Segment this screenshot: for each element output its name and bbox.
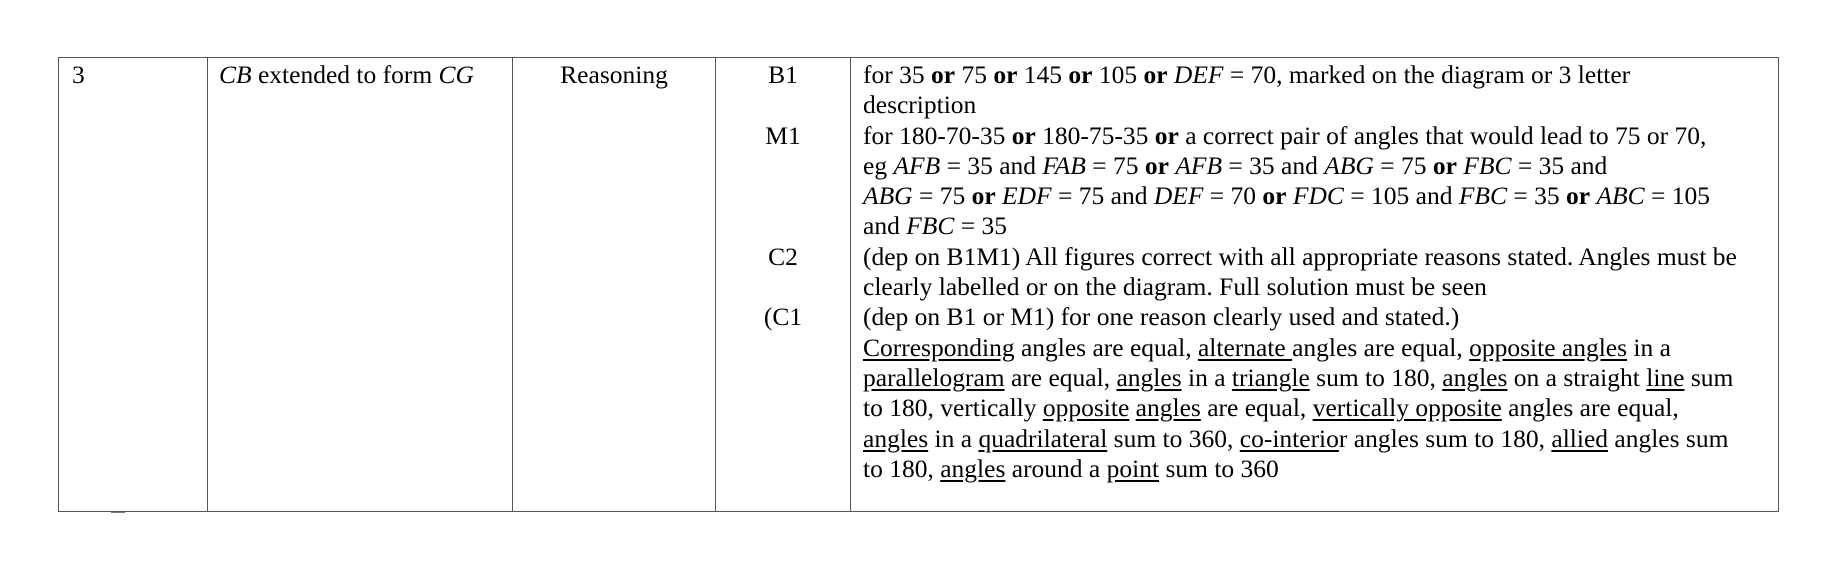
note-line <box>863 454 1775 484</box>
note-segment: for 180-70-35 <box>863 120 1012 150</box>
note-segment: = 35 <box>954 211 1008 241</box>
note-segment: sum to 360 <box>1159 453 1279 483</box>
note-segment: sum to 180, <box>1309 362 1443 392</box>
note-segment: or <box>1011 120 1036 150</box>
note-segment: parallelogram <box>863 362 1005 392</box>
note-segment: FBC <box>1458 181 1507 211</box>
note-segment: and <box>863 211 907 241</box>
answer-cell <box>219 60 509 90</box>
note-segment: are equal, <box>1004 362 1117 392</box>
note-segment: vertically opposite <box>1312 393 1502 423</box>
note-segment: or <box>1143 60 1168 89</box>
note-segment: angles are equal, <box>1501 393 1679 423</box>
mark-code: (C1 <box>763 302 803 332</box>
note-segment: a correct pair of angles that would lead to 75 or 70, <box>1178 120 1707 150</box>
note-line <box>863 302 1775 332</box>
note-segment: angles sum <box>1608 423 1729 453</box>
note-segment: or <box>1566 181 1591 211</box>
note-segment: or <box>993 60 1018 89</box>
note-segment: angles <box>1116 362 1182 392</box>
note-line <box>863 121 1775 151</box>
note-segment: FDC <box>1292 181 1344 211</box>
note-segment: or <box>930 60 956 89</box>
note-segment: angles <box>940 453 1006 483</box>
note-segment: clearly labelled or on the diagram. Full solution must be seen <box>863 272 1487 302</box>
note-segment: in a <box>1627 332 1671 362</box>
note-line <box>863 90 1775 120</box>
note-segment: to 180, vertically <box>863 393 1043 423</box>
note-segment: or <box>1154 120 1179 150</box>
mark-code: B1 <box>768 60 798 89</box>
note-segment: = 75 <box>1373 150 1433 180</box>
note-segment: or <box>1068 60 1093 89</box>
note-segment: AFB <box>893 150 941 180</box>
mark-code: C2 <box>768 241 798 271</box>
column-divider <box>715 58 716 511</box>
note-segment: DEF <box>1173 60 1224 89</box>
answer-segment: CB <box>219 60 252 89</box>
note-segment: to 180, <box>863 453 941 483</box>
note-segment: description <box>863 90 977 120</box>
note-segment: sum to 360, <box>1107 423 1240 453</box>
note-line <box>863 181 1775 211</box>
note-segment: r angles sum to 180, <box>1338 423 1552 453</box>
note-segment: ABG <box>863 181 913 211</box>
note-segment: FBC <box>906 211 955 241</box>
note-segment: opposite <box>1042 393 1130 423</box>
note-segment: = 75 <box>912 181 972 211</box>
note-segment: DEF <box>1153 181 1204 211</box>
note-segment: = 70 <box>1203 181 1263 211</box>
note-segment: = 35 and <box>940 150 1043 180</box>
note-segment: EDF <box>1002 181 1052 211</box>
mark-scheme-table <box>58 57 1779 512</box>
note-segment: or <box>971 181 996 211</box>
note-segment: = 70, marked on the diagram or 3 letter <box>1223 60 1631 89</box>
note-segment: = 105 <box>1644 181 1711 211</box>
note-segment: or <box>1432 150 1457 180</box>
note-segment: 75 <box>955 60 994 89</box>
note-segment: angles <box>1442 362 1508 392</box>
note-segment: (dep on B1 or M1) for one reason clearly used and stated.) <box>863 302 1460 332</box>
note-line <box>863 363 1775 393</box>
note-segment: line <box>1646 362 1685 392</box>
note-segment: = 35 <box>1507 181 1567 211</box>
note-segment: ABC <box>1596 181 1645 211</box>
note-segment: or <box>1262 181 1287 211</box>
note-segment: alternate <box>1197 332 1293 362</box>
note-segment: opposite angles <box>1469 332 1628 362</box>
note-segment: point <box>1106 453 1160 483</box>
note-line <box>863 211 1775 241</box>
note-segment: FBC <box>1463 150 1512 180</box>
note-segment: sum <box>1684 362 1734 392</box>
note-segment: ABG <box>1324 150 1374 180</box>
note-segment: = 75 and <box>1051 181 1154 211</box>
note-segment: co-interio <box>1239 423 1339 453</box>
note-segment: are equal, <box>1200 393 1313 423</box>
note-segment: allied <box>1551 423 1609 453</box>
note-segment: in a <box>1181 362 1232 392</box>
note-line <box>863 151 1775 181</box>
note-segment: angles <box>1135 393 1201 423</box>
note-segment: Corresponding <box>863 332 1015 362</box>
answer-segment: CG <box>438 60 474 89</box>
note-segment: around a <box>1005 453 1107 483</box>
note-segment: AFB <box>1175 150 1223 180</box>
note-segment: = 35 and <box>1511 150 1608 180</box>
note-segment: 105 <box>1092 60 1144 89</box>
note-line <box>863 424 1775 454</box>
note-segment: = 105 and <box>1343 181 1459 211</box>
note-segment: = 75 <box>1085 150 1145 180</box>
note-segment: 180-75-35 <box>1035 120 1155 150</box>
column-divider <box>512 58 513 511</box>
note-segment: 145 <box>1017 60 1069 89</box>
note-line <box>863 393 1775 423</box>
note-line <box>863 60 1775 90</box>
guidance-notes <box>863 60 1775 484</box>
note-line <box>863 242 1775 272</box>
note-line <box>863 272 1775 302</box>
note-segment: angles are equal, <box>1292 332 1470 362</box>
note-line <box>863 333 1775 363</box>
note-segment: = 35 and <box>1222 150 1325 180</box>
column-divider <box>850 58 851 511</box>
note-segment: on a straight <box>1507 362 1647 392</box>
stray-tick-mark <box>111 512 125 513</box>
note-segment: quadrilateral <box>978 423 1108 453</box>
note-segment: eg <box>863 150 894 180</box>
note-segment: (dep on B1M1) All figures correct with all appropriate reasons stated. Angles must be <box>863 241 1737 271</box>
answer-segment: extended to form <box>251 60 439 89</box>
note-segment: or <box>1144 150 1169 180</box>
question-number: 3 <box>72 60 85 89</box>
note-segment: for 35 <box>863 60 931 89</box>
mark-code: M1 <box>765 120 801 150</box>
type-cell: Reasoning <box>560 60 668 89</box>
column-divider <box>207 58 208 511</box>
note-segment: in a <box>928 423 979 453</box>
note-segment: triangle <box>1231 362 1310 392</box>
note-segment: angles are equal, <box>1014 332 1198 362</box>
note-segment: angles <box>863 423 929 453</box>
marks-cell <box>717 60 849 333</box>
note-segment: FAB <box>1042 150 1086 180</box>
